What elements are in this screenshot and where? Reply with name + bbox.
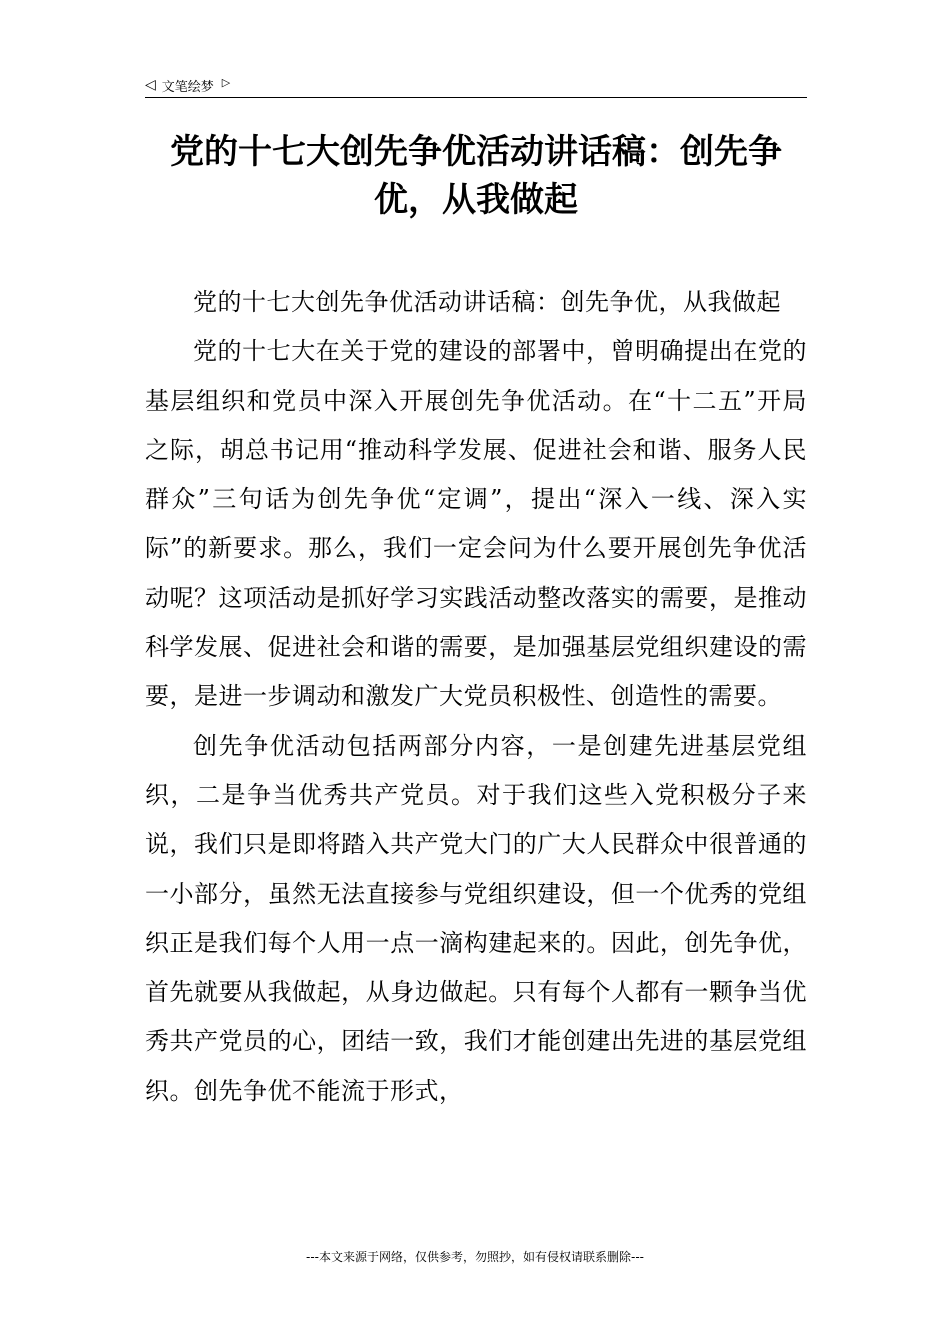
header-divider — [145, 97, 807, 98]
paragraph-2: 党的十七大在关于党的建设的部署中，曾明确提出在党的基层组织和党员中深入开展创先争优活动。在“十二五”开局之际，胡总书记用“推动科学发展、促进社会和谐、服务人民群众”三句话为创先争优“定调”，提出“深入一线、深入实际”的新要求。那么，我们一定会问为什么要开展创先争优活动呢？这项活动是抓好学习实践活动整改落实的需要，是推动科学发展、促进社会和谐的需要，是加强基层党组织建设的需要，是进一步调动和激发广大党员积极性、创造性的需要。 — [145, 337, 807, 711]
page-footer-disclaimer: ---本文来源于网络，仅供参考，勿照抄，如有侵权请联系删除--- — [306, 1250, 644, 1264]
triangle-left-icon: ◁ — [145, 77, 156, 93]
page-header — [145, 74, 807, 96]
document-body — [145, 278, 807, 1116]
triangle-right-icon: ▷ — [221, 75, 231, 89]
paragraph-1: 党的十七大创先争优活动讲话稿：创先争优，从我做起 — [193, 288, 781, 316]
document-title: 党的十七大创先争优活动讲话稿：创先争优，从我做起 — [170, 132, 782, 220]
site-name: 文笔绘梦 — [161, 79, 214, 95]
paragraph-3: 创先争优活动包括两部分内容，一是创建先进基层党组织，二是争当优秀共产党员。对于我们这些入党积极分子来说，我们只是即将踏入共产党大门的广大人民群众中很普通的一小部分，虽然无法直接参与党组织建设，但一个优秀的党组织正是我们每个人用一点一滴构建起来的。因此，创先争优，首先就要从我做起，从身边做起。只有每个人都有一颗争当优秀共产党员的心，团结一致，我们才能创建出先进的基层党组织。创先争优不能流于形式， — [145, 731, 807, 1105]
